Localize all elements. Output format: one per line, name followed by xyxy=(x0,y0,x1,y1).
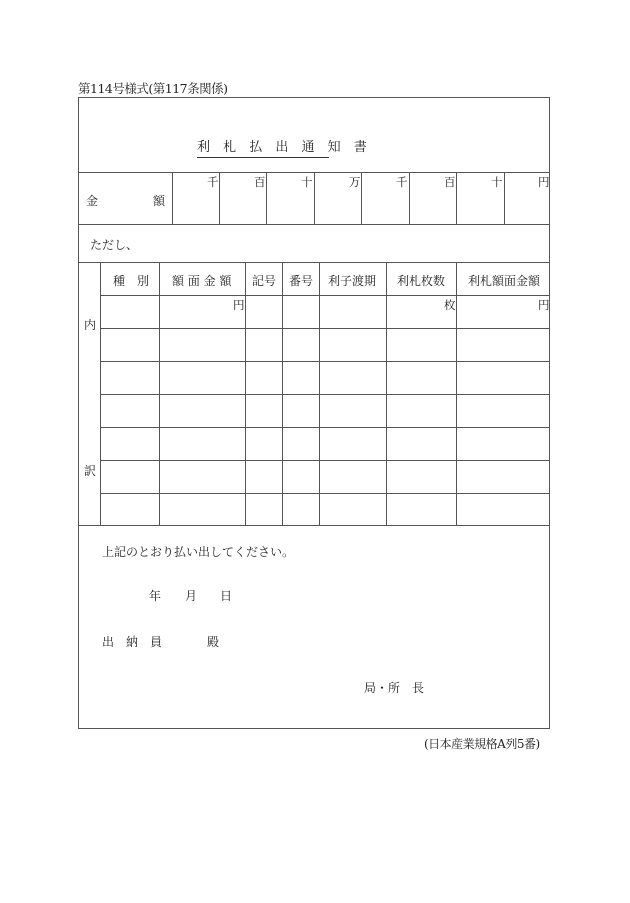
divider xyxy=(361,172,362,224)
amount-digit-unit: 千 xyxy=(396,175,408,189)
amount-digit-unit: 万 xyxy=(349,175,361,189)
cashier-label: 出 納 員 xyxy=(102,635,163,649)
amount-digit-unit: 百 xyxy=(444,175,456,189)
instruction-text: 上記のとおり払い出してください。 xyxy=(102,545,295,559)
divider xyxy=(100,460,550,461)
cashier-honorific: 殿 xyxy=(207,635,220,649)
unit-yen: 円 xyxy=(538,298,550,312)
divider xyxy=(100,394,550,395)
amount-digit-unit: 十 xyxy=(301,175,313,189)
divider xyxy=(78,262,550,263)
divider xyxy=(100,361,550,362)
date-year: 年 xyxy=(149,589,162,603)
date-month: 月 xyxy=(185,589,198,603)
column-header-coupon-amount: 利札額面金額 xyxy=(468,274,541,288)
breakdown-side-label: 内 xyxy=(84,318,97,332)
breakdown-side-label: 訳 xyxy=(84,464,97,478)
amount-digit-unit: 百 xyxy=(254,175,266,189)
unit-sheets: 枚 xyxy=(444,298,456,312)
divider xyxy=(100,295,550,296)
column-header-number: 番号 xyxy=(289,274,314,288)
divider xyxy=(172,172,173,224)
column-header-coupon-count: 利札枚数 xyxy=(397,274,446,288)
column-header-type: 種 別 xyxy=(113,274,150,288)
divider xyxy=(409,172,410,224)
paper-size-note: (日本産業規格A列5番) xyxy=(424,737,540,751)
unit-yen: 円 xyxy=(233,298,245,312)
proviso-label: ただし、 xyxy=(90,238,139,252)
date-day: 日 xyxy=(220,589,233,603)
amount-label-right: 額 xyxy=(153,194,166,208)
column-header-interest-period: 利子渡期 xyxy=(328,274,377,288)
amount-digit-unit: 十 xyxy=(491,175,503,189)
office-head-label: 局・所 長 xyxy=(364,681,425,695)
amount-label-left: 金 xyxy=(86,194,99,208)
form-caption: 第114号様式(第117条関係) xyxy=(78,81,228,96)
divider xyxy=(456,172,457,224)
divider xyxy=(100,427,550,428)
column-header-symbol: 記号 xyxy=(252,274,277,288)
amount-digit-unit: 円 xyxy=(538,175,550,189)
divider xyxy=(100,493,550,494)
form-title: 利 札 払 出 通 知 書 xyxy=(197,136,329,158)
column-header-face-amount: 額 面 金 額 xyxy=(172,274,232,288)
divider xyxy=(219,172,220,224)
divider xyxy=(266,172,267,224)
divider xyxy=(314,172,315,224)
divider xyxy=(100,328,550,329)
divider xyxy=(78,525,550,526)
divider xyxy=(504,172,505,224)
amount-digit-unit: 千 xyxy=(207,175,219,189)
divider xyxy=(78,224,550,225)
